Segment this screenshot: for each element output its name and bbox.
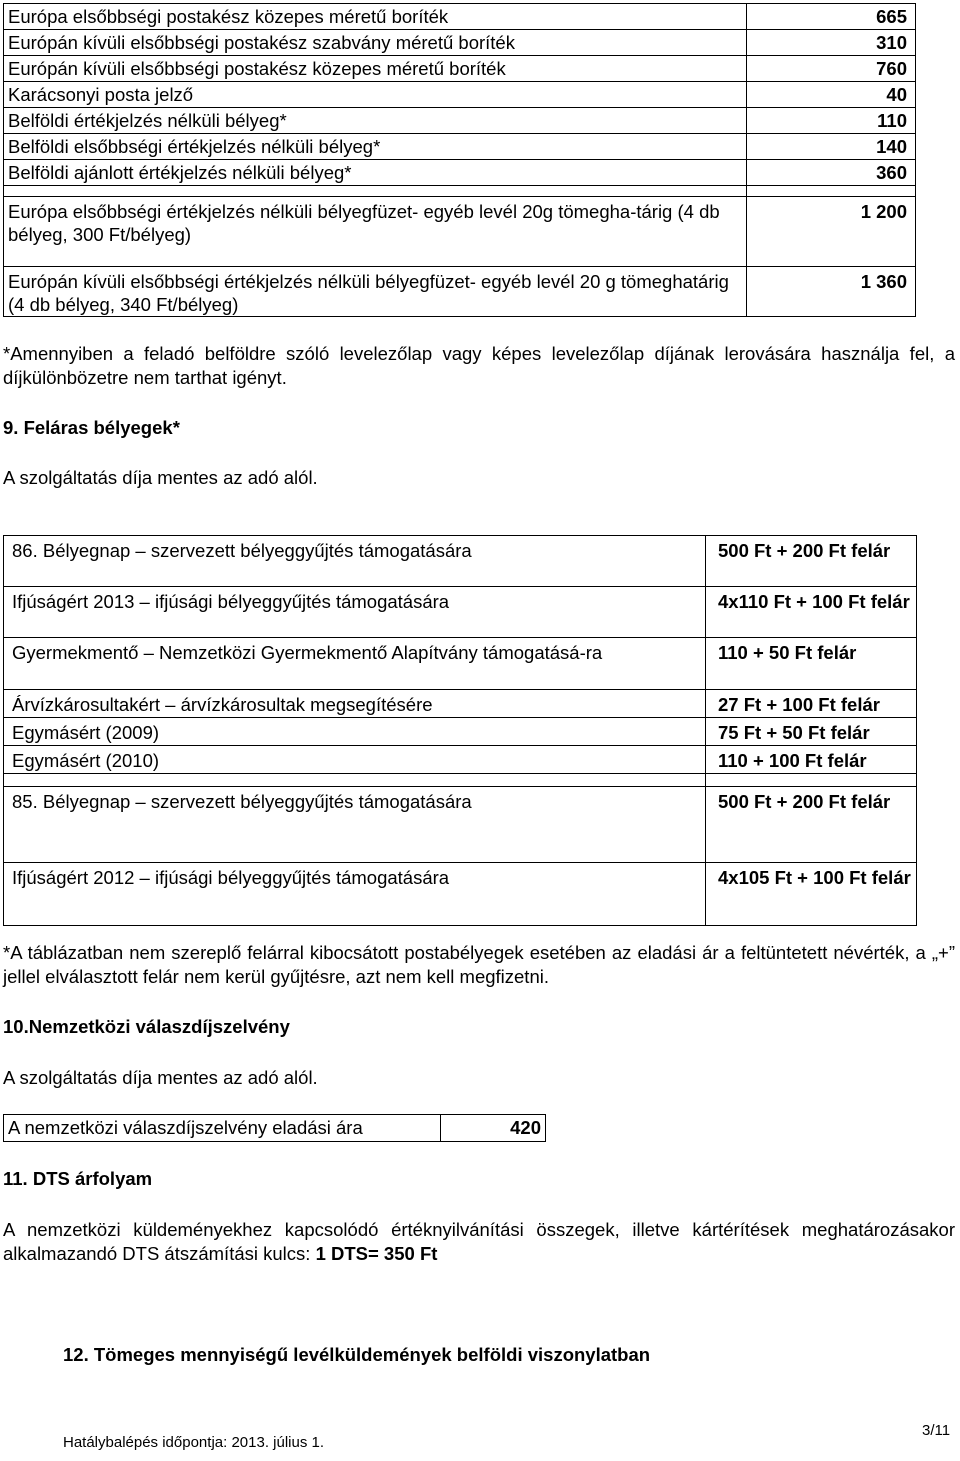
row-value: 27 Ft + 100 Ft felár [706,690,917,718]
table-row [4,160,916,186]
section-9-intro: A szolgáltatás díja mentes az adó alól. [3,467,318,488]
table-row [4,82,916,108]
row-value: 140 [747,134,916,160]
row-label: Európán kívüli elsőbbségi postakész közepes méretű boríték [4,56,747,82]
row-label: Ifjúságért 2013 – ifjúsági bélyeggyűjtés támogatására [4,587,706,638]
row-label: Karácsonyi posta jelző [4,82,747,108]
row-label: Árvízkárosultakért – árvízkárosultak megsegítésére [4,690,706,718]
table-row [4,787,917,863]
row-label: Egymásért (2009) [4,718,706,746]
table-row [4,108,916,134]
row-value: 4x105 Ft + 100 Ft felár [706,863,917,926]
table-row [4,718,917,746]
row-label: Ifjúságért 2012 – ifjúsági bélyeggyűjtés támogatására [4,863,706,926]
row-label: Gyermekmentő – Nemzetközi Gyermekmentő Alapítvány támogatásá-ra [4,638,706,690]
section-11-heading: 11. DTS árfolyam [3,1168,153,1189]
row-value: 360 [747,160,916,186]
note-postcard: *Amennyiben a feladó belföldre szóló levelezőlap vagy képes levelezőlap díjának lerovására használja fel, a díjkülönbözetre nem tarthat igényt. [3,343,955,388]
row-label: Európa elsőbbségi postakész közepes méretű boríték [4,4,747,30]
row-label: Európán kívüli elsőbbségi postakész szabvány méretű boríték [4,30,747,56]
row-value: 760 [747,56,916,82]
row-label: 85. Bélyegnap – szervezett bélyeggyűjtés támogatására [4,787,706,863]
note-surcharge: *A táblázatban nem szereplő felárral kibocsátott postabélyegek esetében az eladási ár a feltüntetett névérték, a „+” jellel elválasztott felár nem kerül gyűjtésre, azt nem kell megfizetni. [3,942,955,987]
section-9-heading: 9. Feláras bélyegek* [3,417,180,438]
row-value: 665 [747,4,916,30]
table-row [4,587,917,638]
section-12-heading: 12. Tömeges mennyiségű levélküldemények belföldi viszonylatban [63,1344,651,1365]
table-row [4,690,917,718]
row-label: Belföldi elsőbbségi értékjelzés nélküli bélyeg* [4,134,747,160]
dts-text: A nemzetközi küldeményekhez kapcsolódó értéknyilvánítási összegek, illetve kártérítések meghatározásakor alkalmazandó DTS átszámítási kulcs: [3,1219,955,1264]
row-value: 75 Ft + 50 Ft felár [706,718,917,746]
row-value: 110 + 50 Ft felár [706,638,917,690]
table-spacer-row [4,186,916,197]
row-value: 110 + 100 Ft felár [706,746,917,774]
row-label: Belföldi ajánlott értékjelzés nélküli bélyeg* [4,160,747,186]
price-table [3,3,916,317]
row-label: Egymásért (2010) [4,746,706,774]
row-value: 40 [747,82,916,108]
table-row [4,267,916,317]
row-value: 500 Ft + 200 Ft felár [706,536,917,587]
row-value: 500 Ft + 200 Ft felár [706,787,917,863]
row-value: 4x110 Ft + 100 Ft felár [706,587,917,638]
row-value: 1 200 [747,197,916,267]
row-value: 110 [747,108,916,134]
table-row [4,536,917,587]
table-row [4,746,917,774]
row-value: 310 [747,30,916,56]
section-10-intro: A szolgáltatás díja mentes az adó alól. [3,1067,318,1088]
footer-effective-date: Hatálybalépés időpontja: 2013. július 1. [63,1434,325,1451]
reply-coupon-table [3,1114,546,1142]
surcharge-table [3,535,917,926]
footer-page-number: 3/11 [922,1422,951,1439]
table-row [4,1115,546,1142]
row-label: A nemzetközi válaszdíjszelvény eladási ára [4,1115,441,1142]
row-value: 420 [441,1115,546,1142]
table-row [4,197,916,267]
table-row [4,30,916,56]
dts-rate: 1 DTS= 350 Ft [315,1243,438,1264]
table-spacer-row [4,774,917,787]
table-row [4,56,916,82]
table-row [4,638,917,690]
row-value: 1 360 [747,267,916,317]
row-label: Belföldi értékjelzés nélküli bélyeg* [4,108,747,134]
section-10-heading: 10.Nemzetközi válaszdíjszelvény [3,1016,290,1037]
table-row [4,134,916,160]
row-label: 86. Bélyegnap – szervezett bélyeggyűjtés támogatására [4,536,706,587]
dts-paragraph [3,1218,955,1266]
row-label: Európán kívüli elsőbbségi értékjelzés nélküli bélyegfüzet- egyéb levél 20 g tömeghatárig (4 db bélyeg, 340 Ft/bélyeg) [4,267,747,317]
row-label: Európa elsőbbségi értékjelzés nélküli bélyegfüzet- egyéb levél 20g tömegha-tárig (4 db bélyeg, 300 Ft/bélyeg) [4,197,747,267]
table-row [4,863,917,926]
table-row [4,4,916,30]
